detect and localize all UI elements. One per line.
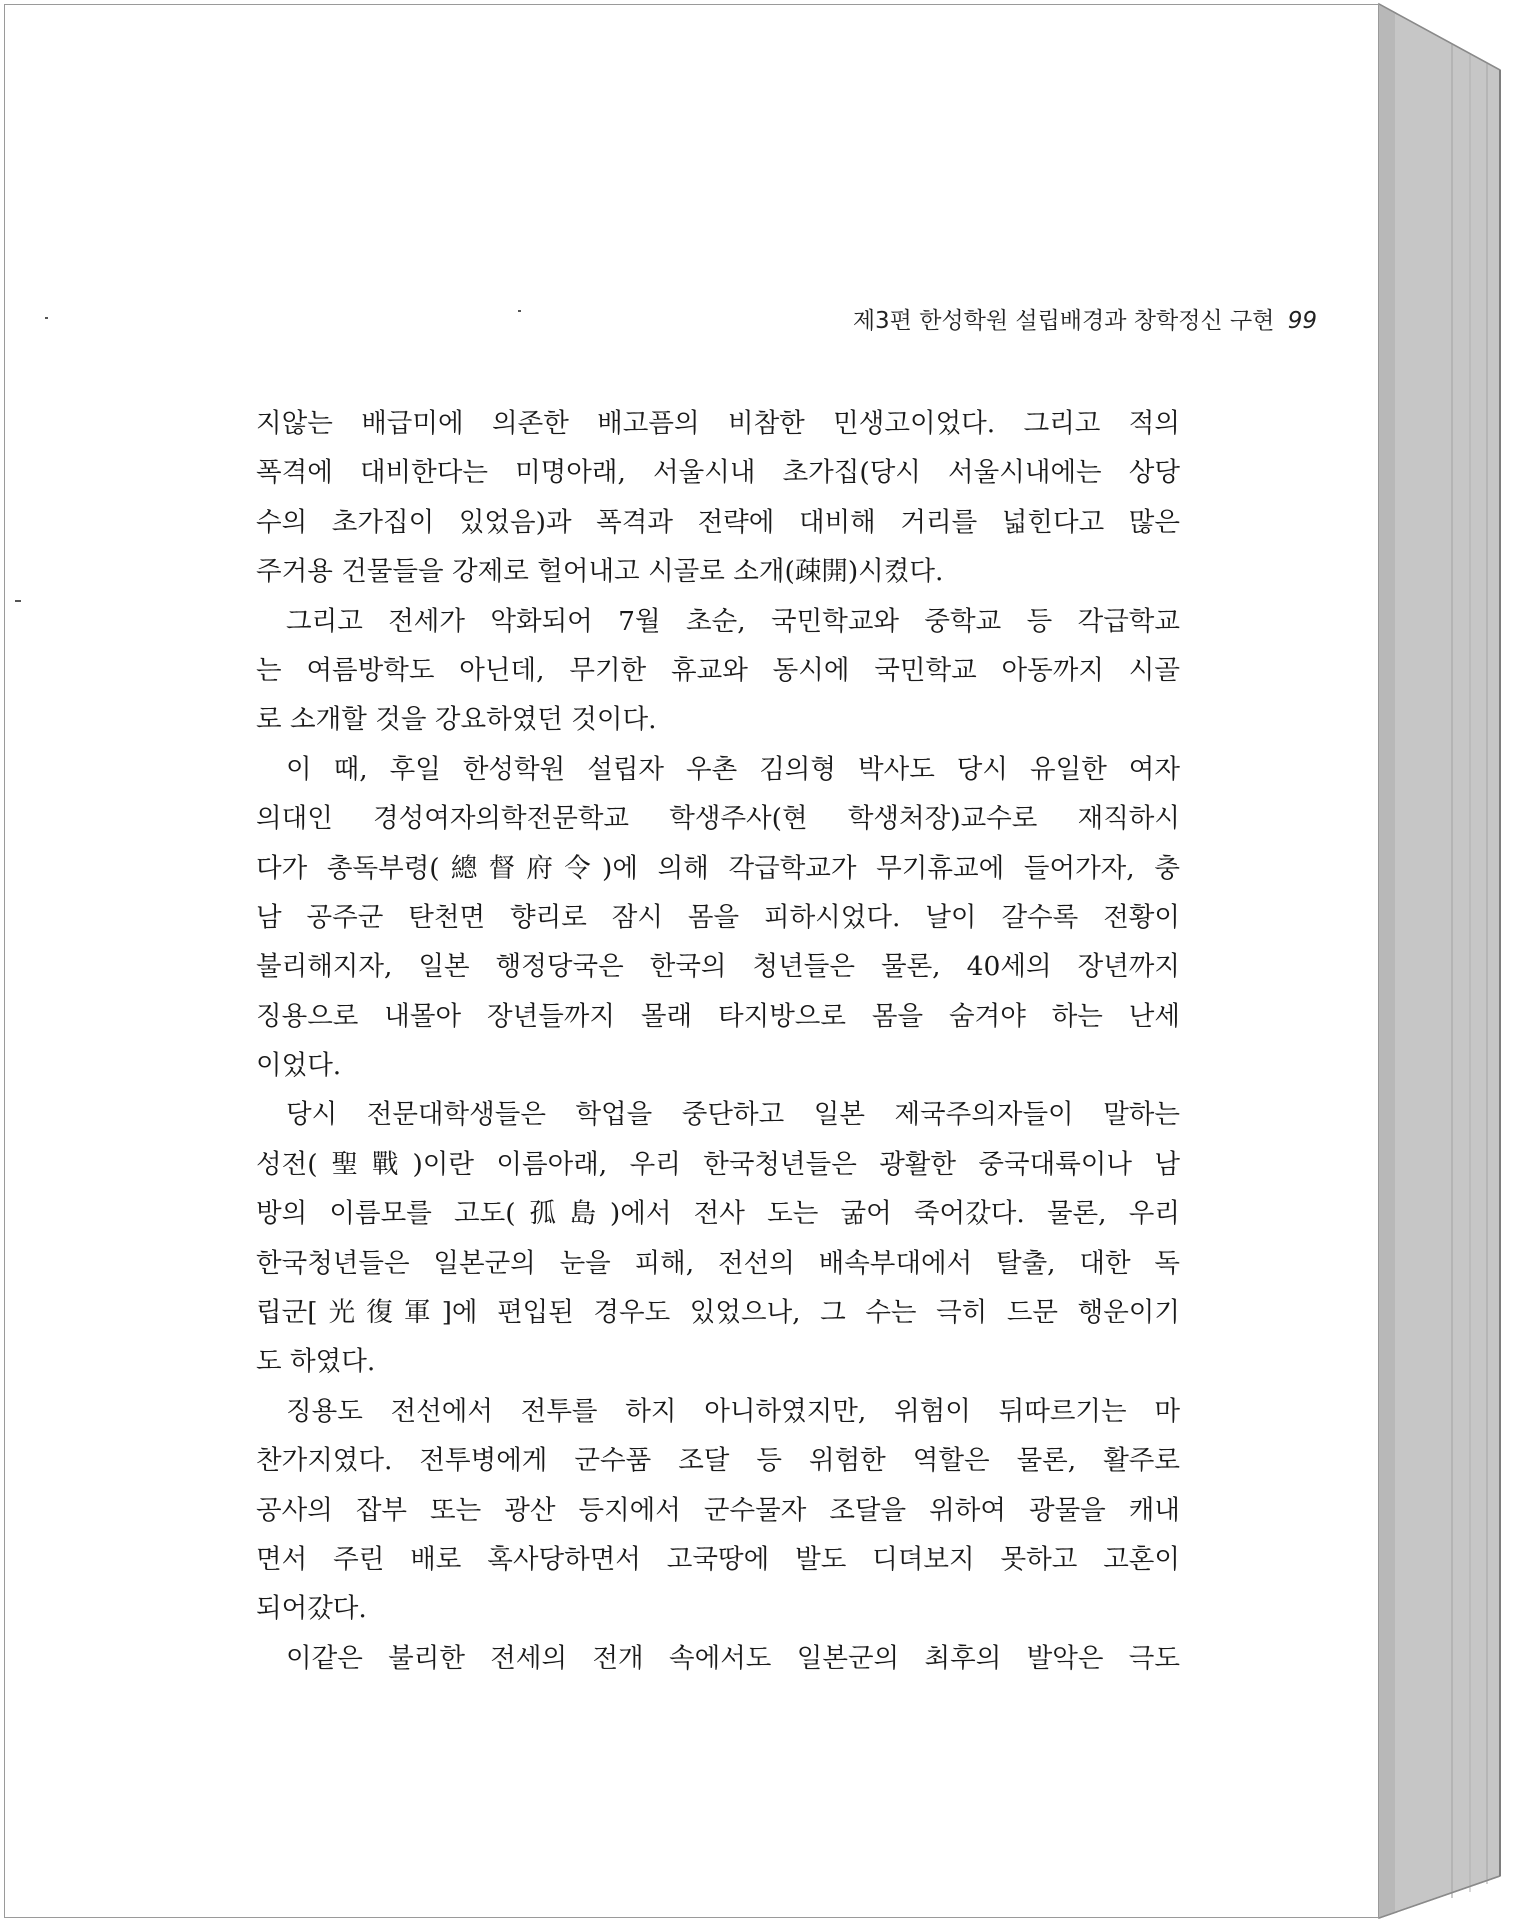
scan-speck	[15, 600, 21, 602]
text-line: 다가 총독부령(總督府令)에 의해 각급학교가 무기휴교에 들어가자, 충	[256, 852, 1180, 884]
text-line: 면서 주린 배로 혹사당하면서 고국땅에 발도 디뎌보지 못하고 고혼이	[256, 1543, 1180, 1575]
text-line: 한국청년들은 일본군의 눈을 피해, 전선의 배속부대에서 탈출, 대한 독	[256, 1247, 1180, 1279]
text-line: 되어갔다.	[256, 1593, 367, 1625]
scan-speck	[518, 310, 521, 312]
scan-speck	[45, 317, 48, 319]
paragraph-first-line: 이같은 불리한 전세의 전개 속에서도 일본군의 최후의 발악은 극도	[286, 1642, 1180, 1674]
text-line: 도 하였다.	[256, 1346, 376, 1378]
paragraph-first-line: 당시 전문대학생들은 학업을 중단하고 일본 제국주의자들이 말하는	[286, 1099, 1180, 1131]
page-number: 99	[1287, 308, 1317, 334]
text-line: 는 여름방학도 아닌데, 무기한 휴교와 동시에 국민학교 아동까지 시골	[256, 654, 1180, 686]
text-line: 이었다.	[256, 1050, 342, 1082]
text-line: 지않는 배급미에 의존한 배고픔의 비참한 민생고이었다. 그리고 적의	[256, 408, 1180, 439]
text-line: 공사의 잡부 또는 광산 등지에서 군수물자 조달을 위하여 광물을 캐내	[256, 1494, 1180, 1526]
paragraph-first-line: 징용도 전선에서 전투를 하지 아니하였지만, 위험이 뒤따르기는 마	[286, 1395, 1180, 1427]
text-line: 의대인 경성여자의학전문학교 학생주사(현 학생처장)교수로 재직하시	[256, 803, 1180, 835]
body-text	[256, 399, 1180, 1683]
text-line: 폭격에 대비한다는 미명아래, 서울시내 초가집(당시 서울시내에는 상당	[256, 457, 1180, 489]
text-line: 불리해지자, 일본 행정당국은 한국의 청년들은 물론, 40세의 장년까지	[256, 951, 1180, 983]
text-line: 방의 이름모를 고도(孤島)에서 전사 도는 굶어 죽어갔다. 물론, 우리	[256, 1198, 1180, 1230]
text-line: 립군[光復軍]에 편입된 경우도 있었으나, 그 수는 극히 드문 행운이기	[256, 1297, 1180, 1329]
text-line: 찬가지였다. 전투병에게 군수품 조달 등 위험한 역할은 물론, 활주로	[256, 1445, 1180, 1477]
paragraph-first-line: 그리고 전세가 악화되어 7월 초순, 국민학교와 중학교 등 각급학교	[286, 605, 1180, 637]
running-header	[757, 302, 1317, 335]
text-line: 수의 초가집이 있었음)과 폭격과 전략에 대비해 거리를 넓힌다고 많은	[256, 506, 1180, 538]
text-line: 성전(聖戰)이란 이름아래, 우리 한국청년들은 광활한 중국대륙이나 남	[256, 1148, 1180, 1180]
text-line: 주거용 건물들을 강제로 헐어내고 시골로 소개(疎開)시켰다.	[256, 556, 944, 588]
text-line: 로 소개할 것을 강요하였던 것이다.	[256, 704, 657, 736]
paragraph-first-line: 이 때, 후일 한성학원 설립자 우촌 김의형 박사도 당시 유일한 여자	[286, 753, 1180, 785]
running-title: 제3편 한성학원 설립배경과 창학정신 구현	[852, 308, 1275, 334]
text-line: 남 공주군 탄천면 향리로 잠시 몸을 피하시었다. 날이 갈수록 전황이	[256, 901, 1180, 933]
text-line: 징용으로 내몰아 장년들까지 몰래 타지방으로 몸을 숨겨야 하는 난세	[256, 1000, 1180, 1032]
